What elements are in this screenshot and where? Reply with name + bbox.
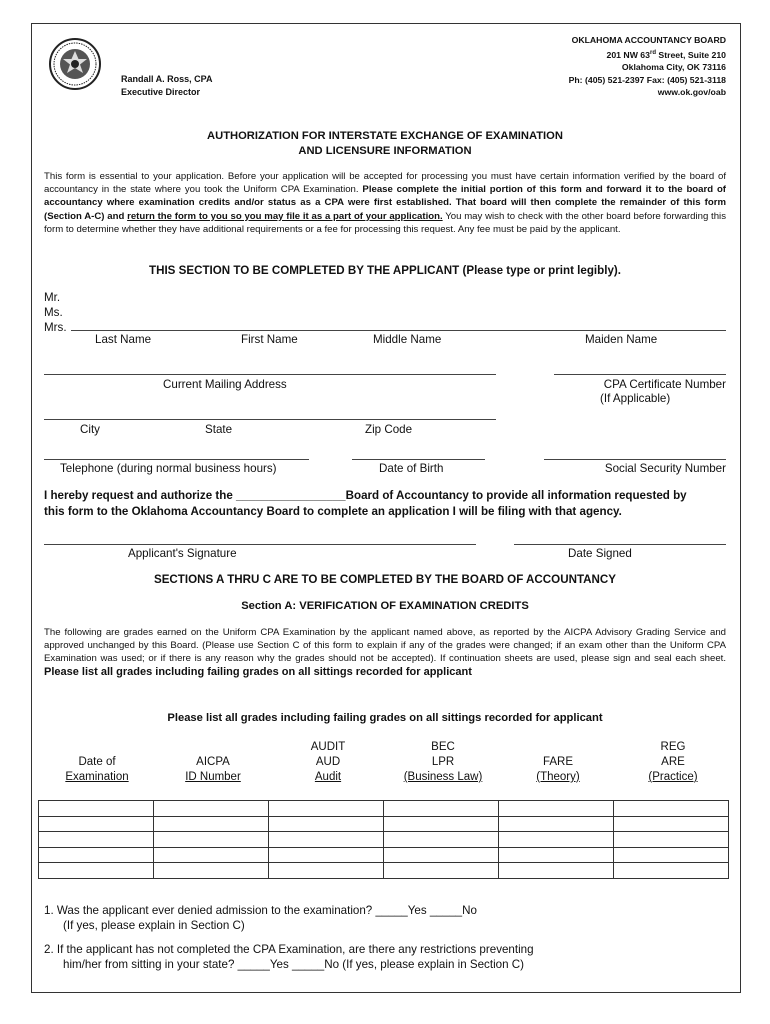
grades-table <box>38 800 729 879</box>
director-name: Randall A. Ross, CPA <box>121 74 213 84</box>
grades-column-header: Date of Examination <box>65 756 129 783</box>
if-applicable-label: (If Applicable) <box>600 392 671 405</box>
question-1: 1. Was the applicant ever denied admission to the examination? _____Yes _____No (If yes, please explain in Section C) <box>44 904 477 932</box>
date-signed-label: Date Signed <box>568 547 632 560</box>
board-street: 201 NW 63rd Street, Suite 210 <box>606 49 726 60</box>
grades-cell[interactable] <box>384 863 499 879</box>
date-signed-line[interactable] <box>514 544 726 545</box>
grades-cell[interactable] <box>384 832 499 848</box>
board-name: OKLAHOMA ACCOUNTANCY BOARD <box>571 35 726 45</box>
board-address-block <box>569 34 726 99</box>
intro-paragraph: This form is essential to your application. Before your application will be accepted for processing you must have certain information verified by the board of accountancy in the state where you took the Uniform CPA Examination. Please complete the initial portion of this form and forward it to the board of accountancy where examination credits and/or status as a CPA were first established. That board will then complete the remainder of this form (Section A-C) and return the form to you so you may file it as a part of your application. You may wish to check with the other board before forwarding this form to determine whether they have additional requirements or a fee for processing this request. Any fee must be paid by the applicant. <box>44 171 726 235</box>
director-block <box>121 73 213 99</box>
signature-line[interactable] <box>44 544 476 545</box>
state-seal-icon <box>49 38 101 90</box>
grades-cell[interactable] <box>614 816 729 832</box>
grades-list-heading: Please list all grades including failing grades on all sittings recorded for applicant <box>167 712 603 724</box>
grades-cell[interactable] <box>39 832 154 848</box>
grades-cell[interactable] <box>39 847 154 863</box>
grades-cell[interactable] <box>39 801 154 817</box>
grades-cell[interactable] <box>499 863 614 879</box>
middle-name-label: Middle Name <box>373 333 442 346</box>
grades-cell[interactable] <box>269 816 384 832</box>
grades-cell[interactable] <box>384 847 499 863</box>
grades-cell[interactable] <box>499 801 614 817</box>
board-website[interactable]: www.ok.gov/oab <box>657 87 726 98</box>
board-city: Oklahoma City, OK 73116 <box>621 62 726 73</box>
grades-row <box>39 816 729 832</box>
mailing-address-label: Current Mailing Address <box>163 378 287 391</box>
first-name-label: First Name <box>241 333 298 346</box>
grades-row <box>39 863 729 879</box>
dob-label: Date of Birth <box>379 462 444 475</box>
telephone-line[interactable] <box>44 459 309 460</box>
applicant-section-heading: THIS SECTION TO BE COMPLETED BY THE APPLICANT (Please type or print legibly). <box>149 264 621 277</box>
grades-cell[interactable] <box>269 832 384 848</box>
grades-cell[interactable] <box>384 801 499 817</box>
ssn-line[interactable] <box>544 459 726 460</box>
grades-cell[interactable] <box>154 863 269 879</box>
grades-column-header: BEC LPR (Business Law) <box>403 741 483 783</box>
grades-cell[interactable] <box>154 801 269 817</box>
board-section-heading: SECTIONS A THRU C ARE TO BE COMPLETED BY THE BOARD OF ACCOUNTANCY <box>153 573 617 586</box>
telephone-label: Telephone (during normal business hours) <box>60 462 277 475</box>
director-title: Executive Director <box>121 87 201 97</box>
grades-cell[interactable] <box>614 832 729 848</box>
grades-cell[interactable] <box>269 863 384 879</box>
grades-cell[interactable] <box>154 847 269 863</box>
grades-cell[interactable] <box>614 801 729 817</box>
grades-cell[interactable] <box>614 847 729 863</box>
grades-column-header: REG ARE (Practice) <box>648 741 698 783</box>
signature-label: Applicant's Signature <box>128 547 237 560</box>
grades-row <box>39 801 729 817</box>
state-label: State <box>205 423 233 436</box>
grades-cell[interactable] <box>269 847 384 863</box>
grades-column-header: FARE (Theory) <box>536 756 580 783</box>
section-a-title: Section A: VERIFICATION OF EXAMINATION CREDITS <box>241 600 529 612</box>
authorization-statement: I hereby request and authorize the _________________Board of Accountancy to provide all information requested by this form to the Oklahoma Accountancy Board to complete an application I will be filing with that agency. <box>44 489 687 518</box>
grades-column-header: AUDIT AUD Audit <box>310 741 346 783</box>
mailing-address-line[interactable] <box>44 374 496 375</box>
board-name-blank[interactable]: _________________ <box>235 489 346 502</box>
grades-cell[interactable] <box>39 816 154 832</box>
name-line[interactable] <box>71 330 726 331</box>
grades-cell[interactable] <box>499 816 614 832</box>
question-2: 2. If the applicant has not completed the CPA Examination, are there any restrictions preventing him/her from sitting in your state? _____Yes _____No (If yes, please explain in Section C) <box>44 943 534 971</box>
grades-cell[interactable] <box>39 863 154 879</box>
grades-column-header: AICPA ID Number <box>185 756 241 783</box>
grades-cell[interactable] <box>499 832 614 848</box>
zip-label: Zip Code <box>365 423 413 436</box>
board-phone-fax: Ph: (405) 521-2397 Fax: (405) 521-3118 <box>568 74 726 85</box>
grades-cell[interactable] <box>499 847 614 863</box>
section-a-paragraph: The following are grades earned on the Uniform CPA Examination by the applicant named above, as reported by the AICPA Advisory Grading Service and approved unchanged by this Board. (Please use Section C of this form to explain if any of the grades were changed; if an exam other than the Uniform CPA Examination was used; or if there is any reason why the grades should not be accepted). If continuation sheets are used, please sign and seal each sheet. Please list all grades including failing grades on all sittings recorded for applicant <box>44 627 726 678</box>
salutation-options[interactable]: Mr. Ms. Mrs. <box>44 291 67 334</box>
city-label: City <box>80 423 100 436</box>
grades-cell[interactable] <box>154 832 269 848</box>
form-title: AUTHORIZATION FOR INTERSTATE EXCHANGE OF EXAMINATION AND LICENSURE INFORMATION <box>207 130 563 157</box>
ssn-label: Social Security Number <box>604 462 726 475</box>
dob-line[interactable] <box>352 459 485 460</box>
grades-cell[interactable] <box>614 863 729 879</box>
grades-cell[interactable] <box>154 816 269 832</box>
grades-cell[interactable] <box>269 801 384 817</box>
cpa-certificate-label: CPA Certificate Number <box>603 378 726 391</box>
city-state-zip-line[interactable] <box>44 419 496 420</box>
grades-row <box>39 847 729 863</box>
maiden-name-label: Maiden Name <box>585 333 658 346</box>
grades-cell[interactable] <box>384 816 499 832</box>
last-name-label: Last Name <box>95 333 152 346</box>
cpa-certificate-line[interactable] <box>554 374 726 375</box>
grades-row <box>39 832 729 848</box>
